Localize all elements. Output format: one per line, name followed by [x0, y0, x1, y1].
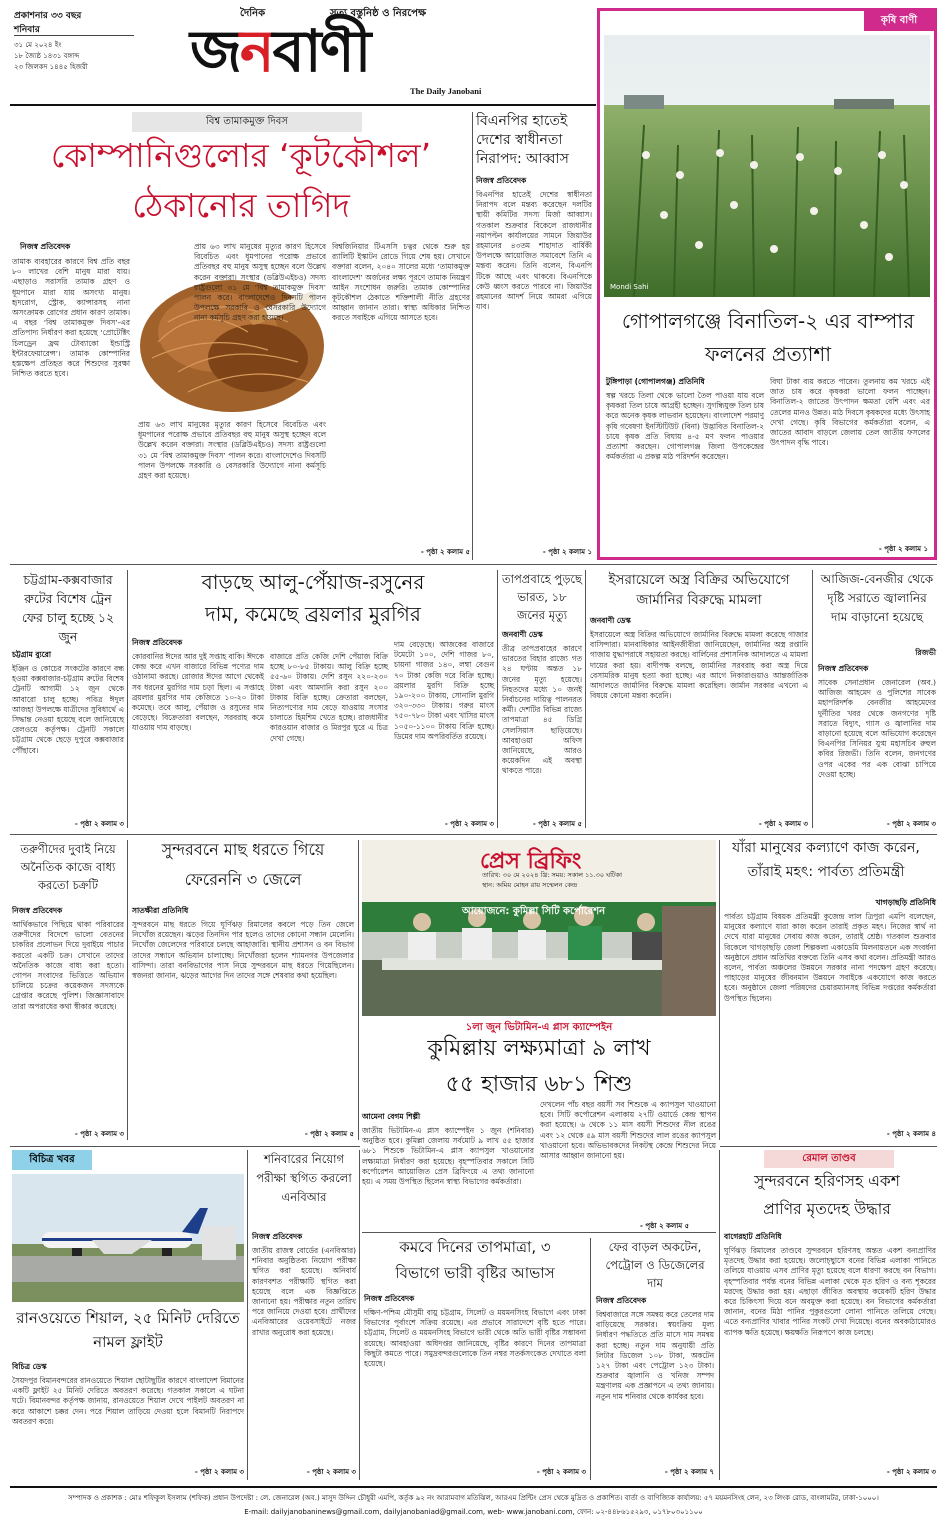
remal-continued[interactable]: - পৃষ্ঠা ২ কলাম ৩: [886, 1468, 936, 1476]
tobacco-col-2-lower: প্রায় ৬৩ লাখ মানুষের মৃত্যুর কারণ হিসেবে বিবেচিত এবং ধূমপানের পরোক্ষ প্রভাবে প্রতিবছর বহু মানুষ অসুস্থ হচ্ছেন বলে উল্লেখ করেন বক্তারা। সংস্থার (ডব্লিউএইচও) সদস্য রাষ্ট্রগুলো ৩১ মে ‘বিশ্ব তামাকমুক্ত দিবস’ পালন করে। বাংলাদেশেও দিবসটি পালন উপলক্ষে সরকারি ও বেসরকারি উদ্যোগে নানা কর্মসূচি গ্রহণ করা হয়েছে।: [138, 420, 326, 481]
heat-body: তীব্র তাপপ্রবাহের কারণে ভারতের বিহার রাজ্যে গত ২৪ ঘণ্টায় অন্তত ১৮ জনের মৃত্যু হয়েছে। নিহতদের মধ্যে ১০ জনই নির্বাচনের দায়িত্ব পালনরত কর্মী। দেশটির বিভিন্ন রাজ্যে তাপমাত্রা ৪৫ ডিগ্রি সেলসিয়াস ছাড়িয়েছে। আবহাওয়া অফিস জানিয়েছে, আরও কয়েকদিন এই অবস্থা থাকতে পারে।: [502, 644, 582, 776]
remal-body: ঘূর্ণিঝড় রিমালের তাণ্ডবে সুন্দরবনে হরিণসহ অন্তত একশ বন্যপ্রাণির মৃতদেহ উদ্ধার করা হয়েছে। জলোচ্ছ্বাসে বনের বিভিন্ন এলাকা পানিতে তলিয়ে যাওয়ায় এসব প্রাণির মৃত্যু হয়েছে বলে ধারণা করছে বন বিভাগ। বৃহস্পতিবার পর্যন্ত বনের বিভিন্ন এলাকা থেকে মৃত হরিণ ও বন্য শূকরের মরদেহ উদ্ধার করা হয়। এছাড়া জীবিত অবস্থায় কয়েকটি হরিণ উদ্ধার করে চিকিৎসা দিয়ে বনে অবমুক্ত করা হয়েছে। বন বিভাগের কর্মকর্তারা জানান, বনের মিঠা পানির পুকুরগুলো লোনা পানিতে তলিয়ে গেছে। এতে বন্যপ্রাণির খাবার পানির সংকট দেখা দিয়েছে। বনের অবকাঠামোরও ব্যাপক ক্ষতি হয়েছে। ক্ষয়ক্ষতি নিরূপণে কাজ চলছে।: [724, 1246, 936, 1337]
nbr-continued[interactable]: - পৃষ্ঠা ২ কলাম ৩: [306, 1468, 356, 1476]
press-col-1: জাতীয় ভিটামিন-এ প্লাস ক্যাম্পেইন ১ জুন (শনিবার) অনুষ্ঠিত হবে। কুমিল্লা জেলায় সর্বমোট ৯ লাখ ৫৫ হাজার ৬৮১ শিশুকে ভিটামিন-এ প্লাস ক্যাপসুল খাওয়ানোর লক্ষ্যমাত্রা নির্ধারণ করা হয়েছে। বৃহস্পতিবার সকালে সিটি কর্পোরেশন আয়োজিত প্রেস ব্রিফিংয়ে এ তথ্য জানানো হয়। এ সময় উপস্থিত ছিলেন স্বাস্থ্য বিভাগের কর্মকর্তারা।: [362, 1126, 534, 1187]
press-headline-1[interactable]: কুমিল্লায় লক্ষ্যমাত্রা ৯ লাখ: [427, 1036, 651, 1061]
bnp-headline[interactable]: বিএনপির হাতেই দেশের স্বাধীনতা নিরাপদ: আব্বাস: [476, 113, 569, 167]
heat-article: [502, 570, 582, 830]
english-name: The Daily Janobani: [410, 86, 482, 96]
nbr-headline[interactable]: শনিবারের নিয়োগ পরীক্ষা স্থগিত করলো এনবিআর: [256, 1152, 352, 1204]
fuel-continued[interactable]: - পৃষ্ঠা ২ কলাম ৭: [664, 1468, 714, 1476]
sundarban-byline: সাতক্ষীরা প্রতিনিধি: [132, 906, 189, 915]
temp-byline: নিজস্ব প্রতিবেদক: [364, 1294, 415, 1303]
photo-credit: Mondi Sahi: [610, 283, 649, 291]
sundarban-continued[interactable]: - পৃষ্ঠা ২ কলাম ৫: [304, 1130, 354, 1138]
dubai-article: [12, 840, 124, 1144]
dubai-body: আর্থিকভাবে পিছিয়ে থাকা পরিবারের তরুণীদের বিদেশে ভালো বেতনের চাকরির প্রলোভন দিয়ে দুবাইয়ে পাচার করতো একটি চক্র। সেখানে তাদের অনৈতিক কাজে বাধ্য করা হতো। গোপন সংবাদের ভিত্তিতে অভিযান চালিয়ে চক্রের কয়েকজন সদস্যকে গ্রেপ্তার করেছে পুলিশ। জিজ্ঞাসাবাদে তারা অপরাধের কথা স্বীকার করেছে।: [12, 920, 124, 1011]
newspaper-logo[interactable]: [190, 17, 490, 85]
israel-continued[interactable]: - পৃষ্ঠা ২ কলাম ৩: [758, 820, 808, 828]
fuel-byline: নিজস্ব প্রতিবেদক: [596, 1296, 647, 1305]
footer-contact[interactable]: E-mail: dailyjanobaninews@gmail.com, dailyjanobaniad@gmail.com, web- www.janobani.com, ফোন: ০২-৪৪৮৬১৫২৯৩, ০১৭৮০৩০১১০০: [244, 1508, 703, 1516]
press-date-line: তারিখ: ৩০ মে ২০২৪ খ্রি: সময়: সকাল ১১.৩০ ঘটিকা: [482, 871, 622, 879]
fuel-article: [596, 1238, 714, 1480]
ajij-body: সাবেক সেনাপ্রধান জেনারেল (অব.) আজিজ আহমেদ ও পুলিশের সাবেক মহাপরিদর্শক বেনজীর আহমেদের দুর্নীতির খবর থেকে জনগণের দৃষ্টি সরাতে বিদ্যুৎ, গ্যাস ও জ্বালানির দাম বাড়ানো হয়েছে বলে অভিযোগ করেছেন বিএনপির সিনিয়র যুগ্ম মহাসচিব রুহুল কবির রিজভী। তিনি বলেন, জনগণের ওপর একের পর এক বোঝা চাপিয়ে দেওয়া হচ্ছে।: [818, 678, 936, 779]
tobacco-byline: নিজস্ব প্রতিবেদক: [20, 242, 71, 251]
daily-label: দৈনিক: [240, 8, 266, 19]
minister-continued[interactable]: - পৃষ্ঠা ২ কলাম ৪: [886, 1130, 936, 1138]
tobacco-col-1: তামাক ব্যবহারের কারণে বিশ্ব প্রতি বছর ৮০ লাখের বেশি মানুষ মারা যায়। এছাড়াও সরাসরি তামাক গ্রহণ ও ধূমপানে মারা যায় অসংখ্য মানুষ। হৃদরোগ, স্ট্রোক, ক্যান্সারসহ নানা অসংক্রামক রোগের প্রধান কারণ তামাক। এ বছর ‘বিশ্ব তামাকমুক্ত দিবস’-এর প্রতিপাদ্য নির্ধারণ করা হয়েছে ‘প্রোটেক্টিং চিলড্রেন ফ্রম টোব্যাকো ইন্ডাস্ট্রি ইন্টারফেয়ারেন্স’। তামাক কোম্পানির হস্তক্ষেপ প্রতিহত করে শিশুদের সুরক্ষা নিশ্চিত করতে হবে।: [12, 257, 130, 379]
israel-body: ইসরায়েলে অস্ত্র বিক্রির অভিযোগে জার্মানির বিরুদ্ধে মামলা করেছে গাজার বাসিন্দারা। মানবাধিকার আইনজীবীরা জানিয়েছেন, জার্মানির অস্ত্র রপ্তানি গাজায় যুদ্ধাপরাধে সহায়তা করছে। বার্লিনের প্রশাসনিক আদালতে এ মামলা দায়ের করা হয়। বাদীপক্ষ বলছে, জার্মানির সরবরাহ করা অস্ত্র দিয়ে বেসামরিক মানুষ হত্যা করা হচ্ছে। এর আগে নিকারাগুয়াও আন্তর্জাতিক আদালতে জার্মানির বিরুদ্ধে মামলা করেছিল। জার্মান সরকার এখনো এ বিষয়ে কোনো মন্তব্য করেনি।: [590, 630, 808, 701]
press-article: [362, 840, 716, 1144]
minister-headline-2[interactable]: তাঁরাই মহৎ: পার্বত্য প্রতিমন্ত্রী: [747, 864, 905, 880]
bichitra-headline[interactable]: রানওয়েতে শিয়াল, ২৫ মিনিট দেরিতে নামল ফ্লাইট: [16, 1309, 240, 1351]
bnp-continued[interactable]: - পৃষ্ঠা ২ কলাম ১: [542, 548, 592, 556]
day-label: শনিবার: [14, 25, 40, 35]
remal-byline: বাগেরহাট প্রতিনিধি: [724, 1232, 782, 1241]
press-banner: প্রেস ব্রিফিং: [480, 849, 582, 874]
krishi-byline: টুঙ্গিপাড়া (গোপালগঞ্জ) প্রতিনিধি: [606, 377, 705, 386]
ajij-headline[interactable]: আজিজ-বেনজীর থেকে দৃষ্টি সরাতে জ্বালানির দাম বাড়ানো হয়েছে: [820, 572, 934, 624]
tobacco-kicker: বিশ্ব তামাকমুক্ত দিবস: [132, 112, 362, 132]
potato-col-3: দাম বেড়েছে। আজকের বাজারে টমেটো ১০০, দেশি গাজর ৮০, চায়না গাজর ১৪০, লম্বা বেগুন ৭০ টাকা কেজি দরে বিক্রি হচ্ছে। ব্রয়লার মুরগি বিক্রি হচ্ছে ১৯০-২০০ টাকায়, সোনালি মুরগি ৩২০-৩৩০ টাকায়। গরুর মাংস ৭৫০-৭৮০ টাকা এবং খাসির মাংস ১০৫০-১১০০ টাকায় বিক্রি হচ্ছে। ডিমের দাম অপরিবর্তিত রয়েছে।: [394, 640, 494, 741]
remal-kicker: রেমাল তাণ্ডব: [764, 1150, 894, 1168]
sundarban-headline-2[interactable]: ফেরেননি ৩ জেলে: [184, 870, 302, 889]
temp-headline-2[interactable]: বিভাগে ভারী বৃষ্টির আভাস: [395, 1264, 555, 1282]
minister-article: [724, 840, 936, 1144]
tagline: সত্য বস্তুনিষ্ঠ ও নিরপেক্ষ: [330, 8, 427, 19]
tobacco-headline-2[interactable]: ঠেকানোর তাগিদ: [132, 186, 350, 225]
temp-continued[interactable]: - পৃষ্ঠা ২ কলাম ৩: [536, 1468, 586, 1476]
masthead: [10, 6, 596, 104]
press-organizer: আয়োজনে: কুমিল্লা সিটি কর্পোরেশন: [462, 906, 606, 917]
tobacco-col-2: প্রায় ৬৩ লাখ মানুষের মৃত্যুর কারণ হিসেবে বিবেচিত এবং ধূমপানের পরোক্ষ প্রভাবে প্রতিবছর বহু মানুষ অসুস্থ হচ্ছেন বলে উল্লেখ করেন বক্তারা। সংস্থার (ডব্লিউএইচও) সদস্য রাষ্ট্রগুলো ৩১ মে ‘বিশ্ব তামাকমুক্ত দিবস’ পালন করে। বাংলাদেশেও দিবসটি পালন উপলক্ষে সরকারি ও বেসরকারি উদ্যোগে নানা কর্মসূচি গ্রহণ করা হয়েছে।: [194, 242, 326, 323]
krishi-headline[interactable]: গোপালগঞ্জে বিনাতিল-২ এর বাম্পার ফলনের প্রত্যাশা: [621, 309, 915, 366]
bichitra-continued[interactable]: - পৃষ্ঠা ২ কলাম ৩: [194, 1468, 244, 1476]
ajij-article: [818, 570, 936, 830]
footer-imprint: সম্পাদক ও প্রকাশক : মোঃ শফিকুল ইসলাম (শফিক) প্রধান উপদেষ্টা : লে. জেনারেল (অব.) মাসুদ উদ্দিন চৌধুরী এমপি, কর্তৃক ৯২ নং আরামবাগ মতিঝিল, আরএম প্রিন্টিং প্রেস থেকে মুদ্রিত ও প্রকাশিত। বার্তা ও বাণিজ্যিক কার্যালয়: ৫৭ ময়মনসিংহ লেন, ২৩ লিংক রোড, বাংলামটর, ঢাকা-১০০০।: [68, 1494, 879, 1502]
potato-continued[interactable]: - পৃষ্ঠা ২ কলাম ৩: [444, 820, 494, 828]
dubai-headline[interactable]: তরুণীদের দুবাই নিয়ে অনৈতিক কাজে বাধ্য করতো চক্রটি: [20, 842, 116, 892]
ajij-continued[interactable]: - পৃষ্ঠা ২ কলাম ৩: [886, 820, 936, 828]
heat-continued[interactable]: - পৃষ্ঠা ২ কলাম ৫: [532, 820, 582, 828]
heat-headline[interactable]: তাপপ্রবাহে পুড়ছে ভারত, ১৮ জনের মৃত্যু: [502, 572, 583, 622]
date-bangla: ১৮ জ্যৈষ্ঠ ১৪৩১ বঙ্গাব্দ: [14, 52, 80, 60]
israel-byline: জনবাণী ডেস্ক: [590, 616, 631, 625]
date-english: ৩১ মে ২০২৪ ইং: [14, 41, 62, 49]
ajij-byline: নিজস্ব প্রতিবেদক: [818, 664, 869, 673]
sundarban-headline-1[interactable]: সুন্দরবনে মাছ ধরতে গিয়ে: [161, 840, 325, 859]
bnp-byline: নিজস্ব প্রতিবেদক: [476, 176, 527, 185]
potato-headline-2[interactable]: দাম, কমেছে ব্রয়লার মুরগির: [205, 602, 421, 626]
press-headline-2[interactable]: ৫৫ হাজার ৬৮১ শিশু: [445, 1072, 633, 1097]
section-label-krishi: কৃষি বাণী: [864, 11, 934, 31]
nbr-article: [252, 1150, 356, 1480]
heat-byline: জনবাণী ডেস্ক: [502, 630, 543, 639]
bichitra-byline: বিচিত্র ডেস্ক: [12, 1362, 47, 1371]
ctg-continued[interactable]: - পৃষ্ঠা ২ কলাম ৩: [74, 820, 124, 828]
potato-col-2: বাজারে প্রতি কেজি দেশি পেঁয়াজ বিক্রি হচ্ছে ৮০-৮৫ টাকায়। আলু বিক্রি হচ্ছে ৫৫-৬০ টাকায়। দেশি রসুন ২২০-২৩০ টাকা এবং আমদানি করা রসুন ২০০ টাকায় বিক্রি হচ্ছে। ক্রেতারা বলছেন, নিত্যপণ্যের দাম বেড়ে যাওয়ায় সংসার চালাতে হিমশিম খেতে হচ্ছে। রাজধানীর কারওয়ান বাজার ও মিরপুর ঘুরে এ চিত্র দেখা গেছে।: [270, 652, 388, 743]
plane-photo: [12, 1174, 244, 1302]
dubai-continued[interactable]: - পৃষ্ঠা ২ কলাম ৩: [74, 1130, 124, 1138]
press-kicker: ১লা জুন ভিটামিন-এ প্লাস ক্যাম্পেইন: [465, 1022, 613, 1033]
krishi-body-left: স্বল্প খরচে তিলা থেকে ভালো তৈল পাওয়া যায় বলে কৃষকরা তিল চাষে আগ্রহী হচ্ছেন। সুগন্ধিযুক্ত তিল চাষ করে অনেক কৃষক লাভবান হয়েছেন। বাংলাদেশ পরমাণু কৃষি গবেষণা ইনস্টিটিউট (বিনা) উদ্ভাবিত বিনাতিল-২ চাষে কৃষক প্রতি বিঘায় ৪-৫ মণ ফলন পাওয়ার প্রত্যাশা করছেন। গোপালগঞ্জ জিলা উপকেন্দ্রের কর্মকর্তারা এ প্রকল্প মাঠ পরিদর্শন করেছেন।: [606, 391, 764, 462]
ctg-byline: চট্টগ্রাম ব্যুরো: [12, 650, 52, 659]
date-hijri: ২৩ জিলকদ ১৪৪৫ হিজরী: [14, 63, 88, 71]
ctg-body: ইঞ্জিন ও কোচের সংকটের কারণে বন্ধ হওয়া কক্সবাজার-চট্টগ্রাম রুটের বিশেষ ট্রেনটি আগামী ১২ জুন থেকে আবারো চালু হচ্ছে। পবিত্র ঈদুল আজহা উপলক্ষে যাত্রীদের সুবিধার্থে এ সিদ্ধান্ত নেওয়া হয়েছে বলে জানিয়েছে রেলওয়ে কর্তৃপক্ষ। ট্রেনটি সকালে চট্টগ্রাম থেকে ছেড়ে দুপুরে কক্সবাজার পৌঁছাবে।: [12, 664, 124, 755]
logo-bani: বাণী: [272, 17, 370, 85]
press-byline: আমেনা বেগম শিল্পী: [362, 1112, 421, 1121]
krishi-body-right: বিঘা টাকা ব্যয় করতে পারেন। তুলনায় কম খরচে এই জাত চাষ করে কৃষকরা ভালো ফলন পাচ্ছেন। বিনাতিল-২ জাতের উৎপাদন ক্ষমতা বেশি এবং এর তেলের মানও উন্নত। মাঠ দিবসে কৃষকদের মধ্যে উৎসাহ দেখা গেছে। কৃষি বিভাগের কর্মকর্তারা বলেন, এ জাতের আবাদ বাড়লে জেলায় তেল জাতীয় ফসলের উৎপাদন বৃদ্ধি পাবে।: [770, 377, 930, 448]
ctg-article: [12, 570, 124, 830]
press-venue: স্থান: অমিয় মোহন রায় সম্মেলন কেন্দ্র: [482, 881, 578, 889]
press-briefing-photo: [362, 840, 716, 1016]
minister-body: পার্বত্য চট্টগ্রাম বিষয়ক প্রতিমন্ত্রী কুজেন্দ্র লাল ত্রিপুরা এমপি বলেছেন, মানুষের কল্যাণে যারা কাজ করেন তারাই প্রকৃত মহৎ। নিজের স্বার্থ না দেখে যারা মানুষের সেবায় কাজ করেন, তারাই শ্রেষ্ঠ। গতকাল শুক্রবার বিকেলে খাগড়াছড়ি জেলা শিল্পকলা একাডেমি মিলনায়তনে এক সংবর্ধনা অনুষ্ঠানে প্রধান অতিথির বক্তব্যে তিনি এসব কথা বলেন। প্রতিমন্ত্রী আরও বলেন, পার্বত্য অঞ্চলের উন্নয়নে সরকার নানা পদক্ষেপ গ্রহণ করেছে। পাহাড়ের মানুষের জীবনমান উন্নয়নে সবাইকে একযোগে কাজ করতে হবে। অনুষ্ঠানে জেলা পরিষদের চেয়ারম্যানসহ বিভিন্ন দপ্তরের কর্মকর্তারা উপস্থিত ছিলেন।: [724, 912, 936, 1003]
dubai-byline: নিজস্ব প্রতিবেদক: [12, 906, 63, 915]
nbr-body: জাতীয় রাজস্ব বোর্ডের (এনবিআর) শনিবার অনুষ্ঠিতব্য নিয়োগ পরীক্ষা স্থগিত করা হয়েছে। অনিবার্য কারণবশত পরীক্ষাটি স্থগিত করা হয়েছে বলে এক বিজ্ঞপ্তিতে জানানো হয়। পরীক্ষার নতুন তারিখ পরে জানিয়ে দেওয়া হবে। প্রার্থীদের এনবিআরের ওয়েবসাইটে নজর রাখার অনুরোধ করা হয়েছে।: [252, 1246, 356, 1337]
minister-byline: খাগড়াছড়ি প্রতিনিধি: [875, 898, 936, 907]
sesame-field-photo: [604, 35, 930, 297]
tobacco-continued[interactable]: - পৃষ্ঠা ২ কলাম ৫: [420, 548, 470, 556]
israel-article: [590, 570, 808, 830]
footer: [10, 1486, 937, 1522]
potato-byline: নিজস্ব প্রতিবেদক: [132, 638, 183, 647]
ajij-tag: রিজভী: [915, 648, 936, 657]
bnp-body: বিএনপির হাতেই দেশের স্বাধীনতা নিরাপদ বলে মন্তব্য করেছেন দলটির স্থায়ী কমিটির সদস্য মির্জা আব্বাস। গতকাল শুক্রবার বিকেলে রাজধানীর নয়াপল্টন কার্যালয়ের সামনে জিয়াউর রহমানের ৪৩তম শাহাদাত বার্ষিকী উপলক্ষে আয়োজিত সমাবেশে তিনি এ মন্তব্য করেন। তিনি বলেন, বিএনপি টিকে আছে এবং থাকবে। বিএনপিকে কেউ ধ্বংস করতে পারবে না। জিয়াউর রহমানের আদর্শ নিয়ে আমরা এগিয়ে যাব।: [476, 190, 592, 312]
temp-body: দক্ষিণ-পশ্চিম মৌসুমী বায়ু চট্টগ্রাম, সিলেট ও ময়মনসিংহ বিভাগে এবং ঢাকা বিভাগের পূর্বাংশে সক্রিয় রয়েছে। এর প্রভাবে সারাদেশে বৃষ্টি হতে পারে। চট্টগ্রাম, সিলেট ও ময়মনসিংহ বিভাগে ভারী থেকে অতি ভারী বৃষ্টির সম্ভাবনা রয়েছে। আবহাওয়া অধিদপ্তর জানিয়েছে, বৃষ্টির কারণে দিনের তাপমাত্রা কিছুটা কমতে পারে। সমুদ্রবন্দরগুলোকে তিন নম্বর সতর্কসংকেত দেখাতে বলা হয়েছে।: [364, 1308, 586, 1369]
potato-headline-1[interactable]: বাড়ছে আলু-পেঁয়াজ-রসুনের: [201, 570, 425, 594]
bnp-article: [476, 112, 592, 560]
nbr-byline: নিজস্ব প্রতিবেদক: [252, 1232, 303, 1241]
remal-headline-1[interactable]: সুন্দরবনে হরিণসহ একশ: [754, 1172, 900, 1190]
sundarban-article: [132, 840, 354, 1144]
press-continued[interactable]: - পৃষ্ঠা ২ কলাম ৫: [640, 1222, 690, 1230]
potato-col-1: কোরবানির ঈদের আর দুই সপ্তাহ বাকি। ঈদকে কেন্দ্র করে এখন বাজারে বিভিন্ন পণ্যের দাম ওঠানামা করছে। রোজার ঈদের আগে থেকেই সব ধরনের মুরগির দাম চড়া ছিল। এ সপ্তাহে ব্রয়লার মুরগির দাম কেজিতে ১০-২০ টাকা কমেছে। তবে আলু, পেঁয়াজ ও রসুনের দাম বেড়েছে। বিক্রেতারা বলছেন, সরবরাহ কমে যাওয়ায় দাম বাড়ছে।: [132, 652, 264, 733]
israel-headline[interactable]: ইসরায়েলে অস্ত্র বিক্রির অভিযোগে জার্মানির বিরুদ্ধে মামলা: [608, 572, 790, 608]
temp-headline-1[interactable]: কমবে দিনের তাপমাত্রা, ৩: [399, 1238, 551, 1256]
temp-article: [364, 1238, 586, 1480]
remal-article: [724, 1150, 936, 1480]
ctg-headline[interactable]: চট্টগ্রাম-কক্সবাজার রুটের বিশেষ ট্রেন ফের চালু হচ্ছে ১২ জুন: [21, 572, 115, 644]
sundarban-body: সুন্দরবনে মাছ ধরতে গিয়ে ঘূর্ণিঝড় রিমালের কবলে পড়ে তিন জেলে নিখোঁজ রয়েছেন। ঝড়ের তিনদিন পার হলেও তাদের কোনো সন্ধান মেলেনি। নিখোঁজ জেলেদের পরিবারে চলছে আহাজারি। স্থানীয় প্রশাসন ও বন বিভাগ তাদের সন্ধানে অভিযান চালাচ্ছে। নিখোঁজরা হলেন শ্যামনগর উপজেলার বাসিন্দা। তারা বনবিভাগের পাস নিয়ে সুন্দরবনে মাছ ধরতে গিয়েছিলেন। স্বজনরা জানান, ঝড়ের আগের দিন তাদের সঙ্গে শেষবার কথা হয়েছিল।: [132, 920, 354, 981]
krishi-bani-box: [597, 8, 937, 560]
potato-article: [132, 570, 494, 830]
logo-na: ন: [239, 17, 273, 85]
minister-headline-1[interactable]: যাঁরা মানুষের কল্যাণে কাজ করেন,: [732, 840, 920, 856]
bichitra-section-label: বিচিত্র খবর: [12, 1150, 92, 1170]
bichitra-body: সৈয়দপুর বিমানবন্দরের রানওয়েতে শিয়াল ছোটাছুটির কারণে বাংলাদেশ বিমানের একটি ফ্লাইট ২৫ মিনিট দেরিতে অবতরণ করেছে। গতকাল সকালে এ ঘটনা ঘটে। বিমানবন্দর কর্তৃপক্ষ জানায়, রানওয়েতে শিয়াল দেখে পাইলট অবতরণ না করে আকাশে চক্কর দেন। পরে শিয়াল তাড়িয়ে দেওয়া হলে বিমানটি নিরাপদে অবতরণ করে।: [12, 1376, 244, 1426]
krishi-continued[interactable]: - পৃষ্ঠা ২ কলাম ১: [878, 545, 928, 553]
fuel-headline[interactable]: ফের বাড়ল অকটেন, পেট্রোল ও ডিজেলের দাম: [605, 1240, 705, 1290]
remal-headline-2[interactable]: প্রাণির মৃতদেহ উদ্ধার: [763, 1200, 891, 1218]
tobacco-article: [12, 112, 470, 560]
bichitra-article: [12, 1150, 244, 1480]
fuel-body: বিশ্ববাজারে সঙ্গে সমন্বয় করে তেলের দাম বাড়িয়েছে সরকার। স্বয়ংক্রিয় মূল্য নির্ধারণ পদ্ধতিতে প্রতি মাসে দাম সমন্বয় করা হচ্ছে। নতুন দাম অনুযায়ী প্রতি লিটার ডিজেল ১০৮ টাকা, অকটেন ১২৭ টাকা এবং পেট্রোল ১২৩ টাকা। শুক্রবার জ্বালানি ও খনিজ সম্পদ মন্ত্রণালয় এক প্রজ্ঞাপনে এ তথ্য জানায়। নতুন দাম শনিবার থেকে কার্যকর হবে।: [596, 1310, 714, 1401]
press-col-2: দেখলেন পাঁচ বছর বয়সী সব শিশুকে এ ক্যাপসুল খাওয়ানো হবে। সিটি কর্পোরেশন এলাকায় ২৭টি ওয়ার্ডে কেন্দ্র স্থাপন করা হয়েছে। ৬ থেকে ১১ মাস বয়সী শিশুদের নীল রঙের এবং ১২ থেকে ৫৯ মাস বয়সী শিশুদের লাল রঙের ক্যাপসুল খাওয়ানো হবে। অভিভাবকদের নিকটস্থ কেন্দ্রে শিশুদের নিয়ে আসার আহ্বান জানানো হয়।: [540, 1100, 716, 1161]
tobacco-headline-1[interactable]: কোম্পানিগুলোর ‘কূটকৌশল’: [50, 136, 432, 175]
tobacco-col-3: বিশ্বজিনিয়ার টিএসসি চত্বর থেকে শুরু হয় র‍্যালিটি ইস্কাটন রোডে গিয়ে শেষ হয়। সেখানে বক্তারা বলেন, ২০৪০ সালের মধ্যে ‘তামাকমুক্ত বাংলাদেশ’ অর্জনের লক্ষ্য পূরণে তামাক নিয়ন্ত্রণ আইন সংশোধন জরুরি। তামাক কোম্পানির কূটকৌশল ঠেকাতে শক্তিশালী নীতি গ্রহণের আহ্বান জানান তারা। স্বাস্থ্য অধিকার নিশ্চিত করতে সবাইকে এগিয়ে আসতে হবে।: [332, 242, 470, 323]
edition-label: প্রকাশনার ৩৩ বছর: [14, 11, 82, 21]
logo-ja: জ: [190, 17, 240, 85]
